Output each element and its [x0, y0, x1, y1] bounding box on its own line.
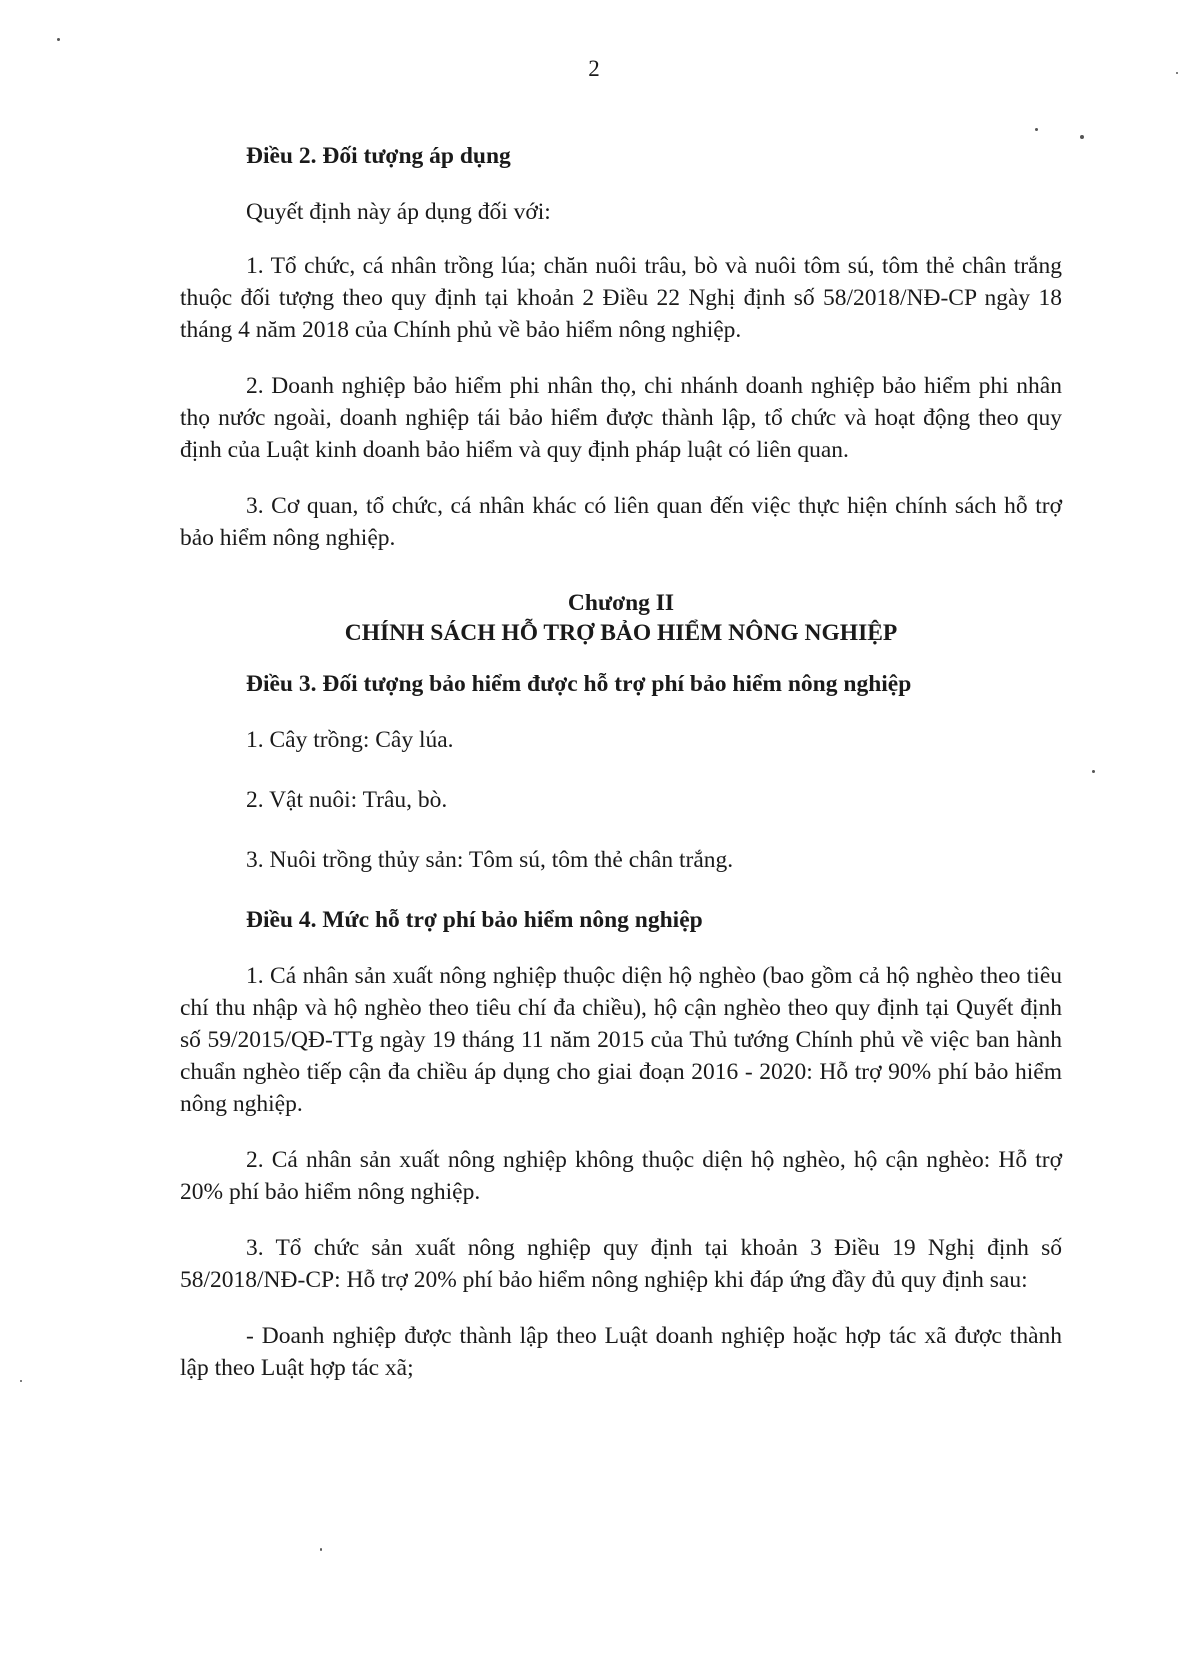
article-4-clause-3: 3. Tổ chức sản xuất nông nghiệp quy định tại khoản 3 Điều 19 Nghị định số 58/2018/NĐ-CP: Hỗ trợ 20% phí bảo hiểm nông nghiệp khi đáp ứng đầy đủ quy định sau: [180, 1235, 1062, 1293]
chapter-heading [180, 588, 1062, 648]
article-4-clause-2: 2. Cá nhân sản xuất nông nghiệp không thuộc diện hộ nghèo, hộ cận nghèo: Hỗ trợ 20% phí bảo hiểm nông nghiệp. [180, 1147, 1062, 1205]
chapter-title: CHÍNH SÁCH HỖ TRỢ BẢO HIỂM NÔNG NGHIỆP [344, 620, 898, 646]
article-4-heading: Điều 4. Mức hỗ trợ phí bảo hiểm nông nghiệp [246, 907, 703, 933]
article-4-clause-3-condition: - Doanh nghiệp được thành lập theo Luật doanh nghiệp hoặc hợp tác xã được thành lập theo Luật hợp tác xã; [180, 1323, 1062, 1381]
scan-speck [20, 1380, 22, 1382]
article-2-clause-3: 3. Cơ quan, tổ chức, cá nhân khác có liên quan đến việc thực hiện chính sách hỗ trợ bảo hiểm nông nghiệp. [180, 493, 1062, 551]
article-2-clause-1: 1. Tổ chức, cá nhân trồng lúa; chăn nuôi trâu, bò và nuôi tôm sú, tôm thẻ chân trắng thuộc đối tượng theo quy định tại khoản 2 Điều 22 Nghị định số 58/2018/NĐ-CP ngày 18 tháng 4 năm 2018 của Chính phủ về bảo hiểm nông nghiệp. [180, 253, 1062, 343]
document-body [180, 140, 1062, 1408]
article-2-heading: Điều 2. Đối tượng áp dụng [246, 143, 511, 169]
scan-speck [1080, 135, 1084, 139]
chapter-number: Chương II [567, 590, 675, 616]
page-number: 2 [588, 56, 600, 81]
article-2-intro: Quyết định này áp dụng đối với: [246, 199, 551, 225]
scan-speck [1176, 72, 1178, 74]
article-3-item-1: 1. Cây trồng: Cây lúa. [246, 727, 454, 753]
article-3-heading: Điều 3. Đối tượng bảo hiểm được hỗ trợ phí bảo hiểm nông nghiệp [246, 671, 912, 697]
article-3-item-3: 3. Nuôi trồng thủy sản: Tôm sú, tôm thẻ chân trắng. [246, 847, 734, 873]
article-4-clause-1: 1. Cá nhân sản xuất nông nghiệp thuộc diện hộ nghèo (bao gồm cả hộ nghèo theo tiêu chí thu nhập và hộ nghèo theo tiêu chí đa chiều), hộ cận nghèo theo quy định tại Quyết định số 59/2015/QĐ-TTg ngày 19 tháng 11 năm 2015 của Thủ tướng Chính phủ về việc ban hành chuẩn nghèo tiếp cận đa chiều áp dụng cho giai đoạn 2016 - 2020: Hỗ trợ 90% phí bảo hiểm nông nghiệp. [180, 963, 1062, 1117]
scan-speck [1035, 128, 1038, 131]
article-2-clause-2: 2. Doanh nghiệp bảo hiểm phi nhân thọ, chi nhánh doanh nghiệp bảo hiểm phi nhân thọ nước ngoài, doanh nghiệp tái bảo hiểm được thành lập, tổ chức và hoạt động theo quy định của Luật kinh doanh bảo hiểm và quy định pháp luật có liên quan. [180, 373, 1062, 463]
scan-speck [57, 38, 60, 41]
article-3-item-2: 2. Vật nuôi: Trâu, bò. [246, 787, 448, 813]
scan-speck [1092, 770, 1095, 773]
scan-speck [320, 1548, 322, 1551]
